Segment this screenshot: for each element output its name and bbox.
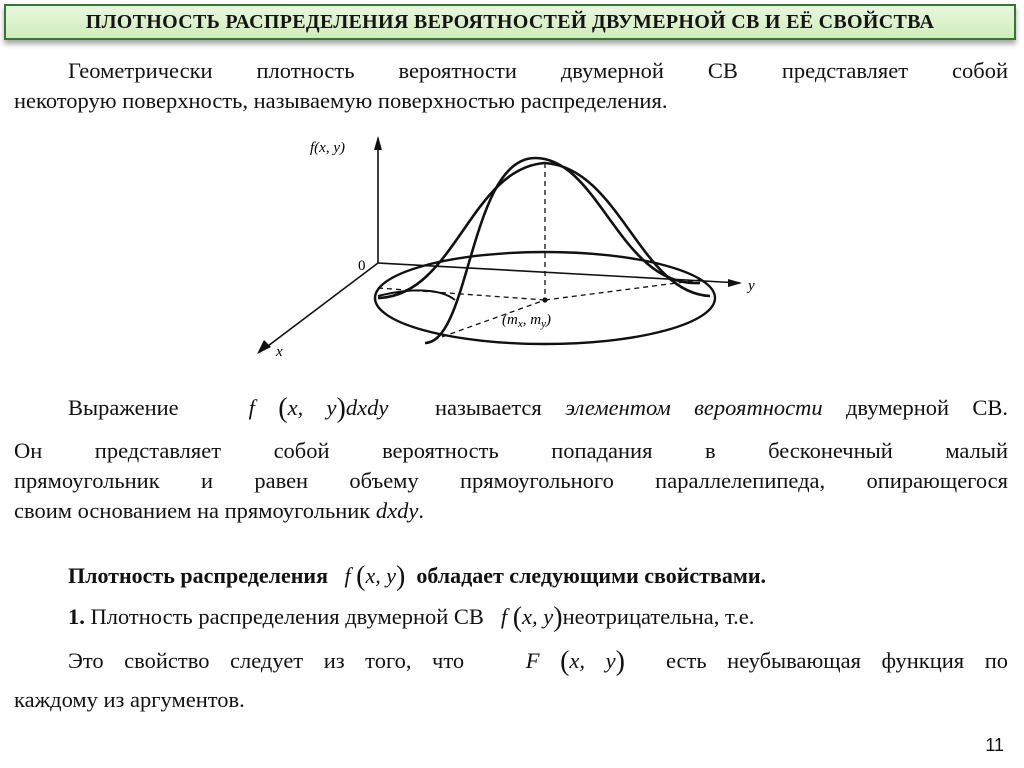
properties-heading-formula: f (x, y) [344,561,406,592]
intro-paragraph [14,56,1008,116]
properties-heading: Плотность распределения f (x, y) обладает следующими свойствами. [68,561,767,592]
x-axis [260,263,378,352]
y-axis-arrow [728,279,742,287]
explanation-term: dxdy [375,498,419,523]
origin-label: 0 [358,258,366,274]
y-axis-label: y [748,278,755,294]
element-term: элементом вероятности [565,395,823,420]
bell-curve-back [378,163,710,298]
property-1-formula: f (x, y) [500,602,563,633]
property-item-1 [68,602,754,634]
explanation-paragraph: Он представляет собой вероятность попадания в бесконечный малый прямоугольник и равен объему прямоугольного параллелепипеда, опирающегося своим основанием на прямоугольник dxdy. [14,438,1008,523]
x-axis-arrow [257,340,271,354]
explanation-line-2: прямоугольник и равен объему прямоугольного параллелепипеда, опирающегося [14,468,1008,493]
x-axis-label: x [276,344,283,360]
property-1-suffix: неотрицательна, т.е. [562,604,755,629]
z-axis-arrow [374,136,382,150]
element-prefix: Выражение [68,395,179,420]
element-middle: называется [434,395,542,420]
surface-diagram [240,128,780,368]
slide-title: ПЛОТНОСТЬ РАСПРЕДЕЛЕНИЯ ВЕРОЯТНОСТЕЙ ДВУМЕРНОЙ СВ И ЕЁ СВОЙСТВА [4,4,1016,40]
reason-line-2: каждому из аргументов. [14,687,245,712]
property-1-number: 1. [68,604,85,629]
intro-line-1: Геометрически плотность вероятности двумерной СВ представляет собой [68,58,1008,83]
distribution-surface-figure [240,128,780,368]
page-number: 11 [985,735,1004,755]
property-1-text: Плотность распределения двумерной СВ [90,604,484,629]
element-formula: f (x, y)dxdy [248,393,389,424]
reason-paragraph [14,646,1008,715]
reason-suffix: есть неубывающая функция по [666,648,1008,673]
probability-element-line [14,393,1008,424]
center-point [542,297,547,302]
reason-prefix: Это свойство следует из того, что [68,648,465,673]
explanation-line-1: Он представляет собой вероятность попадания в бесконечный малый [14,438,1008,463]
reason-formula: F (x, y) [525,646,625,677]
center-label: ($m_x$, $m_y$) [502,312,551,330]
explanation-line-3: своим основанием на прямоугольник [14,498,371,523]
bell-curve-front [425,158,700,343]
z-axis-label: f(x, y) [310,140,345,156]
bell-base-left [378,290,455,300]
intro-line-2: некоторую поверхность, называемую поверхностью распределения. [14,88,668,113]
element-suffix: двумерной СВ. [845,395,1009,420]
